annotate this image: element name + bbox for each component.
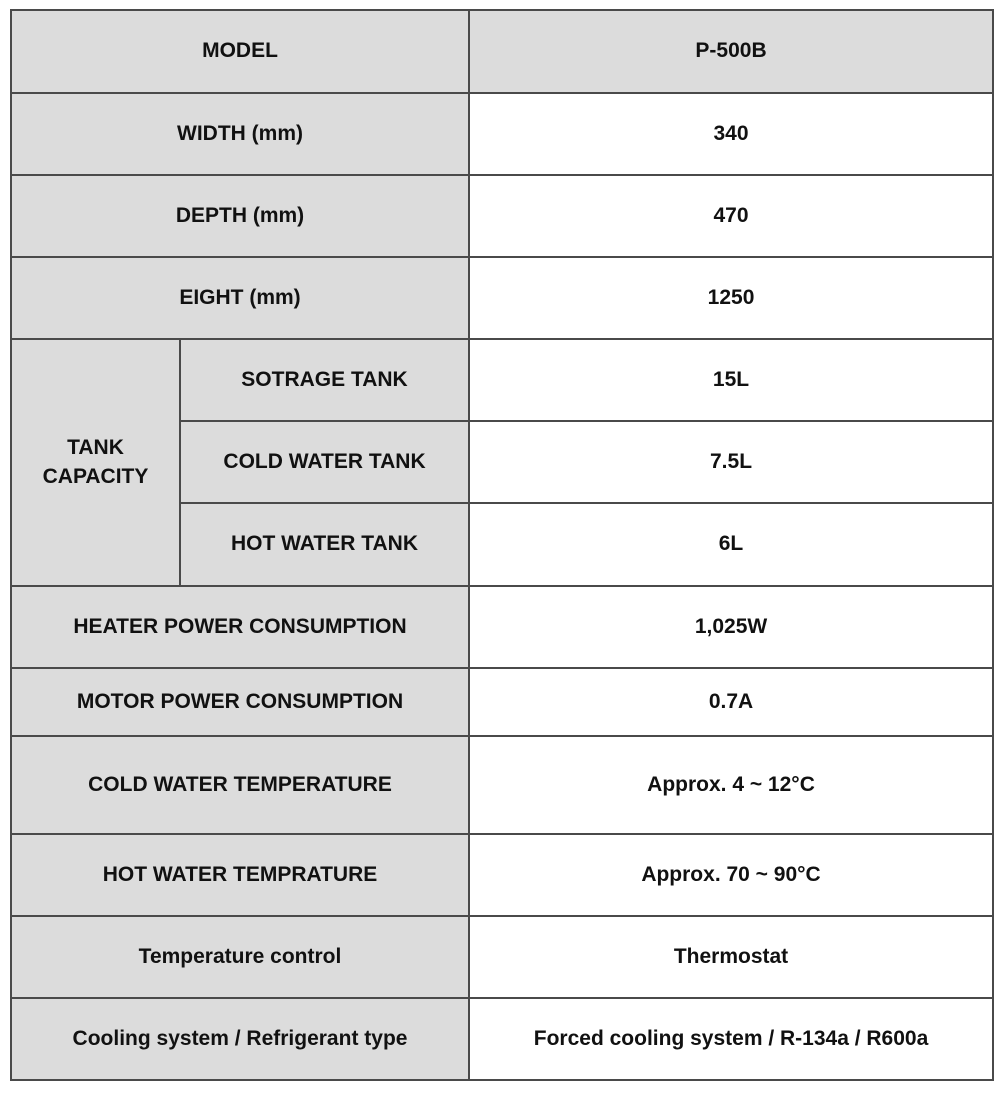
temp-control-value: Thermostat [469, 916, 993, 998]
table-row [11, 998, 993, 1080]
cooling-label: Cooling system / Refrigerant type [11, 998, 469, 1080]
table-row [11, 668, 993, 736]
storage-tank-label: SOTRAGE TANK [180, 339, 469, 421]
motor-power-label: MOTOR POWER CONSUMPTION [11, 668, 469, 736]
tank-capacity-text: TANK CAPACITY [42, 436, 149, 488]
cold-tank-value: 7.5L [469, 421, 993, 503]
cold-temp-label: COLD WATER TEMPERATURE [11, 736, 469, 834]
height-label: EIGHT (mm) [11, 257, 469, 339]
width-label: WIDTH (mm) [11, 93, 469, 175]
hot-tank-value: 6L [469, 503, 993, 586]
hot-tank-label: HOT WATER TANK [180, 503, 469, 586]
heater-power-value: 1,025W [469, 586, 993, 668]
width-value: 340 [469, 93, 993, 175]
table-row [11, 834, 993, 916]
spec-table [10, 9, 994, 1081]
storage-tank-value: 15L [469, 339, 993, 421]
temp-control-label: Temperature control [11, 916, 469, 998]
table-row [11, 10, 993, 93]
hot-temp-label: HOT WATER TEMPRATURE [11, 834, 469, 916]
table-row [11, 916, 993, 998]
height-value: 1250 [469, 257, 993, 339]
cooling-value: Forced cooling system / R-134a / R600a [469, 998, 993, 1080]
table-row [11, 257, 993, 339]
cold-tank-label: COLD WATER TANK [180, 421, 469, 503]
model-value: P-500B [469, 10, 993, 93]
cold-temp-value: Approx. 4 ~ 12°C [469, 736, 993, 834]
hot-temp-value: Approx. 70 ~ 90°C [469, 834, 993, 916]
model-label: MODEL [11, 10, 469, 93]
table-row [11, 736, 993, 834]
table-row [11, 93, 993, 175]
motor-power-value: 0.7A [469, 668, 993, 736]
table-row [11, 175, 993, 257]
depth-label: DEPTH (mm) [11, 175, 469, 257]
depth-value: 470 [469, 175, 993, 257]
tank-capacity-label [11, 339, 180, 586]
table-row [11, 339, 993, 421]
table-row [11, 586, 993, 668]
heater-power-label: HEATER POWER CONSUMPTION [11, 586, 469, 668]
